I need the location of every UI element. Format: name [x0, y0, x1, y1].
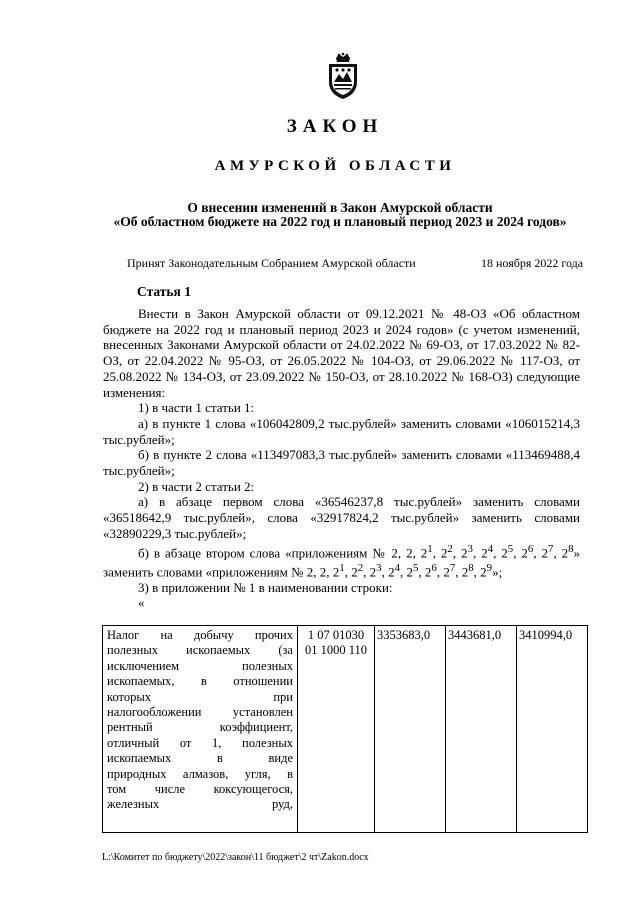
- adopted-by: Принят Законодательным Собранием Амурской области: [127, 256, 416, 270]
- item-1: 1) в части 1 статьи 1:: [138, 400, 255, 416]
- row-code-cell: 1 07 01030 01 1000 110: [298, 626, 375, 833]
- law-subject: [110, 201, 570, 229]
- opening-quote: «: [138, 595, 145, 611]
- law-subject-line-2: «Об областном бюджете на 2022 год и плановый период 2023 и 2024 годов»: [113, 214, 567, 229]
- row-name-cell: Налог на добычу прочих полезных ископаемых (за исключением полезных ископаемых, в отношении которых при налогообложении установлен рентный коэффициент, отличный от 1, полезных ископаемых в виде природных алмазов, угля, в том числе коксующегося, железных руд,: [103, 626, 298, 833]
- law-subject-line-1: О внесении изменений в Закон Амурской области: [187, 200, 493, 215]
- value-2024-cell: 3410994,0: [517, 626, 588, 833]
- item-2: 2) в части 2 статьи 2:: [138, 478, 255, 494]
- document-region: АМУРСКОЙ ОБЛАСТИ: [214, 158, 456, 174]
- article-intro: Внести в Закон Амурской области от 09.12.2021 № 48-ОЗ «Об областном бюджете на 2022 год и плановый период 2023 и 2024 годов» (с учетом изменений, внесенных Законами Амурской области от 24.02.2022 № 69-ОЗ, от 17.03.2022 № 82-ОЗ, от 22.04.2022 № 95-ОЗ, от 26.05.2022 № 104-ОЗ, от 29.06.2022 № 117-ОЗ, от 25.08.2022 № 134-ОЗ, от 23.09.2022 № 150-ОЗ, от 28.10.2022 № 168-ОЗ) следующие изменения:: [103, 306, 580, 400]
- item-2a: а) в абзаце первом слова «36546237,8 тыс.рублей» заменить словами «36518642,9 тыс.рублей», слова «32917824,2 тыс.рублей» заменить словами «32890229,3 тыс.рублей»;: [103, 494, 580, 541]
- article-body: [103, 306, 580, 611]
- item-1b: б) в пункте 2 слова «113497083,3 тыс.рублей» заменить словами «113469488,4 тыс.рублей»;: [103, 447, 580, 479]
- item-1a: а) в пункте 1 слова «106042809,2 тыс.рублей» заменить словами «106015214,3 тыс.рублей»;: [103, 415, 580, 447]
- document-title: ЗАКОН: [286, 116, 384, 137]
- item-3: 3) в приложении № 1 в наименовании строки:: [138, 579, 393, 595]
- item-2b: б) в абзаце втором слова «приложениям № 2, 2, $2^1$, $2^2$, $2^3$, $2^4$, $2^5$, $2^6$, $2^7$, $2^8$» заменить словами «приложениям № 2, 2, $2^1$, $2^2$, $2^3$, $2^4$, $2^5$, $2^6$, $2^7$, $2^8$, $2^9$»;: [103, 542, 581, 579]
- article-heading: Статья 1: [137, 284, 191, 299]
- table-row: [103, 626, 588, 833]
- coat-of-arms-emblem: [325, 52, 361, 100]
- value-2023-cell: 3443681,0: [446, 626, 517, 833]
- file-path-footer: L:\Комитет по бюджету\2022\закон\11 бюджет\2 чт\Zakon.docx: [102, 852, 369, 863]
- value-2022-cell: 3353683,0: [375, 626, 446, 833]
- revenue-table: [102, 625, 588, 833]
- adopted-date: 18 ноября 2022 года: [481, 256, 584, 270]
